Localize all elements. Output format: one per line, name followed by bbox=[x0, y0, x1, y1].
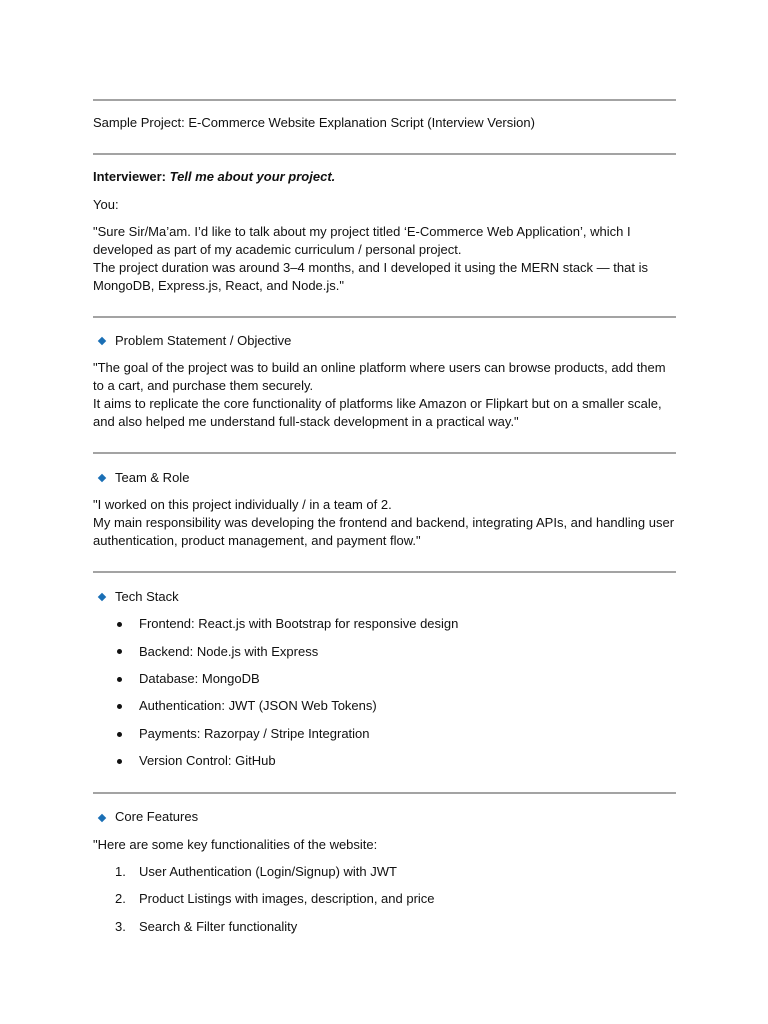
bullet-icon bbox=[117, 704, 122, 709]
divider bbox=[93, 571, 676, 573]
features-intro: "Here are some key functionalities of the website: bbox=[93, 837, 378, 852]
bullet-icon bbox=[117, 622, 122, 627]
tech-heading: Tech Stack bbox=[115, 589, 179, 604]
bullet-icon bbox=[117, 732, 122, 737]
team-paragraph bbox=[93, 496, 676, 550]
paragraph-line: authentication, product management, and payment flow." bbox=[93, 533, 421, 548]
document-title: Sample Project: E-Commerce Website Explanation Script (Interview Version) bbox=[93, 115, 535, 130]
tech-item: Authentication: JWT (JSON Web Tokens) bbox=[139, 698, 377, 713]
bullet-icon bbox=[117, 759, 122, 764]
bullet-icon bbox=[117, 677, 122, 682]
feature-item: Search & Filter functionality bbox=[139, 919, 298, 934]
tech-item: Payments: Razorpay / Stripe Integration bbox=[139, 726, 370, 741]
tech-item: Backend: Node.js with Express bbox=[139, 644, 319, 659]
list-number: 1. bbox=[115, 864, 126, 879]
tech-item: Frontend: React.js with Bootstrap for responsive design bbox=[139, 616, 459, 631]
bullet-icon bbox=[117, 649, 122, 654]
paragraph-line: and also helped me understand full-stack development in a practical way." bbox=[93, 414, 519, 429]
paragraph-line: "The goal of the project was to build an online platform where users can browse products, add them bbox=[93, 360, 666, 375]
diamond-bullet-icon bbox=[98, 814, 106, 822]
problem-paragraph bbox=[93, 359, 676, 431]
interviewer-line bbox=[93, 168, 335, 186]
paragraph-line: The project duration was around 3–4 months, and I developed it using the MERN stack — that is bbox=[93, 260, 648, 275]
interviewer-question: Tell me about your project. bbox=[169, 169, 336, 184]
paragraph-line: "I worked on this project individually / in a team of 2. bbox=[93, 497, 392, 512]
list-number: 2. bbox=[115, 891, 126, 906]
diamond-bullet-icon bbox=[98, 474, 106, 482]
intro-paragraph bbox=[93, 223, 676, 295]
tech-item: Version Control: GitHub bbox=[139, 753, 276, 768]
list-number: 3. bbox=[115, 919, 126, 934]
feature-item: User Authentication (Login/Signup) with JWT bbox=[139, 864, 397, 879]
you-label: You: bbox=[93, 197, 119, 212]
diamond-bullet-icon bbox=[98, 593, 106, 601]
paragraph-line: "Sure Sir/Ma’am. I’d like to talk about my project titled ‘E-Commerce Web Application’, which I bbox=[93, 224, 631, 239]
interviewer-label: Interviewer: bbox=[93, 169, 166, 184]
paragraph-line: to a cart, and purchase them securely. bbox=[93, 378, 314, 393]
paragraph-line: MongoDB, Express.js, React, and Node.js." bbox=[93, 278, 345, 293]
paragraph-line: My main responsibility was developing the frontend and backend, integrating APIs, and handling user bbox=[93, 515, 675, 530]
divider bbox=[93, 153, 676, 155]
team-heading: Team & Role bbox=[115, 470, 190, 485]
divider bbox=[93, 452, 676, 454]
divider bbox=[93, 316, 676, 318]
divider bbox=[93, 792, 676, 794]
problem-heading: Problem Statement / Objective bbox=[115, 333, 292, 348]
paragraph-line: It aims to replicate the core functionality of platforms like Amazon or Flipkart but on a smaller scale, bbox=[93, 396, 662, 411]
diamond-bullet-icon bbox=[98, 337, 106, 345]
paragraph-line: developed as part of my academic curriculum / personal project. bbox=[93, 242, 462, 257]
feature-item: Product Listings with images, description, and price bbox=[139, 891, 435, 906]
divider bbox=[93, 99, 676, 101]
features-heading: Core Features bbox=[115, 809, 199, 824]
tech-item: Database: MongoDB bbox=[139, 671, 260, 686]
